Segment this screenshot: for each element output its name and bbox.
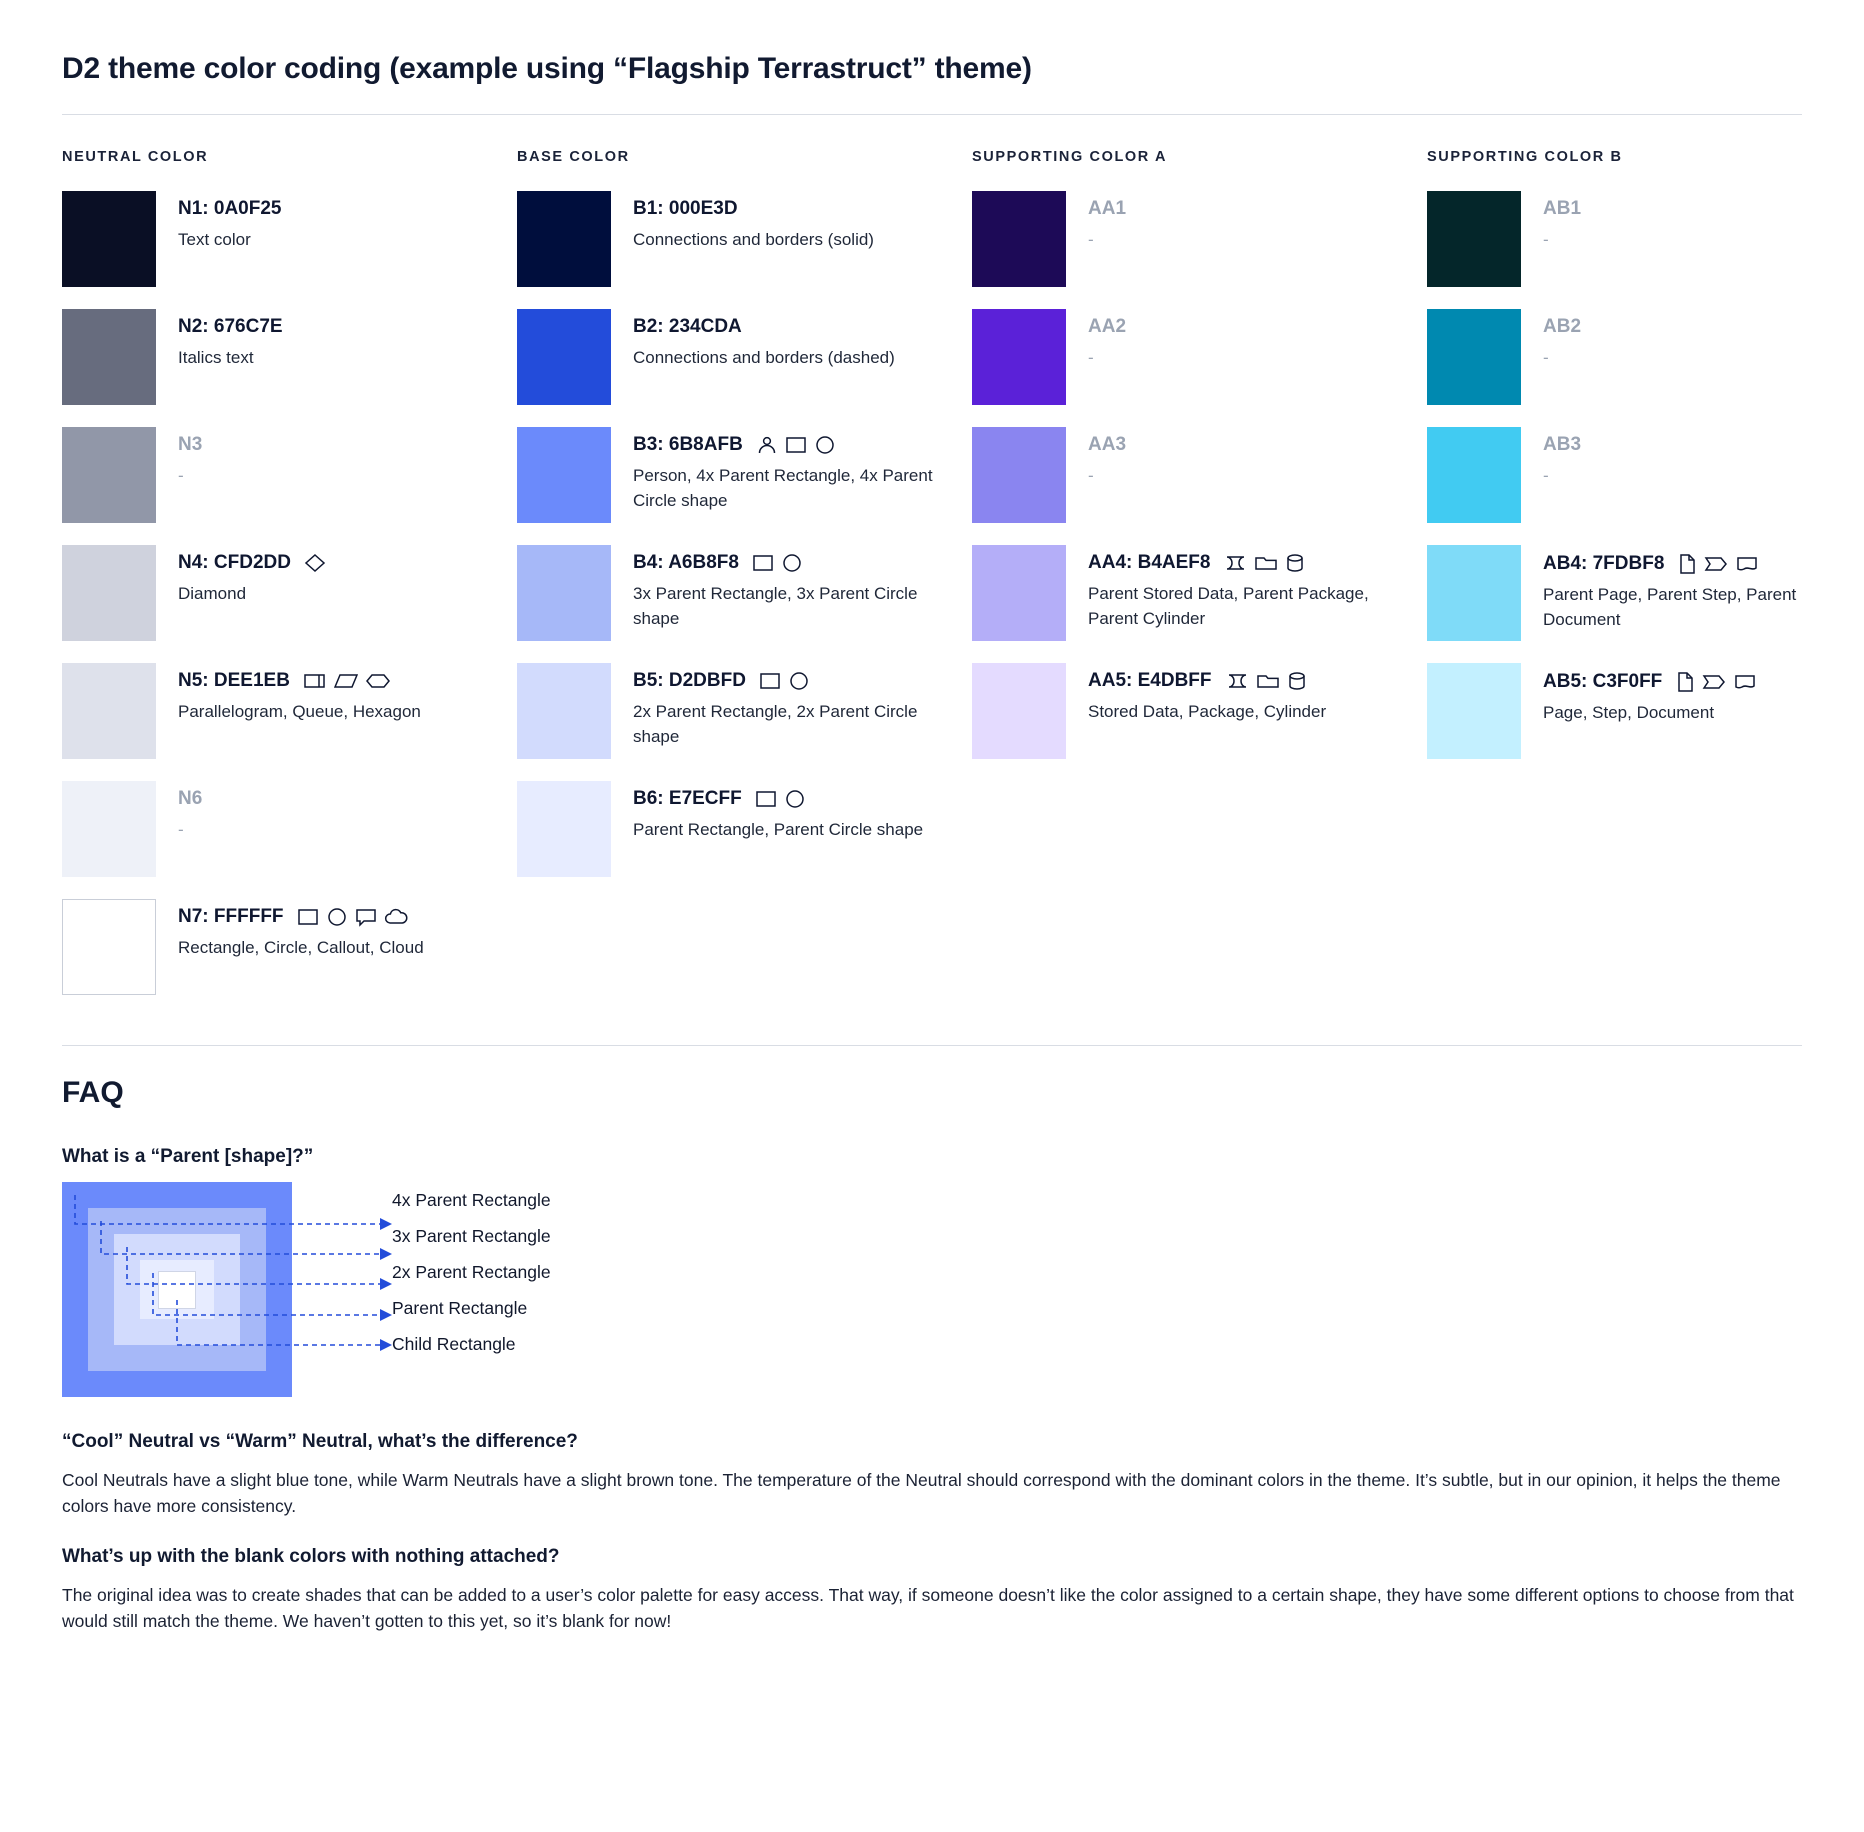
queue-icon bbox=[303, 671, 327, 691]
color-entry bbox=[517, 781, 972, 877]
shape-icon-group bbox=[1225, 671, 1307, 691]
color-column-heading: NEUTRAL COLOR bbox=[62, 149, 209, 165]
color-code-text: B5: D2DBFD bbox=[633, 670, 746, 691]
color-entry-body bbox=[1088, 663, 1326, 725]
color-entry-description: Connections and borders (dashed) bbox=[633, 347, 895, 367]
color-code-text: N1: 0A0F25 bbox=[178, 198, 282, 219]
color-entry bbox=[1427, 427, 1864, 523]
color-entry-description: - bbox=[1543, 465, 1549, 485]
hexagon-icon bbox=[365, 671, 391, 691]
color-entry-description: Connections and borders (solid) bbox=[633, 229, 874, 249]
color-code-text: B3: 6B8AFB bbox=[633, 434, 743, 455]
circle-icon bbox=[788, 671, 810, 691]
color-entry-label bbox=[1543, 435, 1581, 456]
color-swatch bbox=[62, 427, 156, 523]
color-entry bbox=[62, 899, 517, 995]
color-entry-description: Parent Page, Parent Step, Parent Document bbox=[1543, 585, 1797, 629]
color-column-heading: SUPPORTING COLOR B bbox=[1427, 149, 1623, 165]
color-entry-body bbox=[178, 309, 283, 371]
color-swatch bbox=[62, 545, 156, 641]
color-entry-body bbox=[633, 663, 933, 749]
color-entry-description: Parent Rectangle, Parent Circle shape bbox=[633, 819, 924, 839]
color-entry-description: Rectangle, Circle, Callout, Cloud bbox=[178, 937, 424, 957]
color-code-text: N6 bbox=[178, 788, 203, 809]
color-entry-description: - bbox=[1543, 347, 1549, 367]
color-code-text: AB2 bbox=[1543, 316, 1582, 337]
color-entry-description: 2x Parent Rectangle, 2x Parent Circle shape bbox=[633, 701, 918, 746]
color-entry-label bbox=[633, 789, 923, 810]
circle-icon bbox=[326, 907, 348, 927]
faq-answer-2: Cool Neutrals have a slight blue tone, while Warm Neutrals have a slight brown tone. The temperature of the Neutral should correspond with the dominant colors in the theme. It’s subtle, but in our opinion, it helps the theme colors have more consistency. bbox=[62, 1470, 1781, 1517]
step-icon bbox=[1704, 554, 1728, 574]
color-entry-label bbox=[1543, 671, 1757, 693]
color-entry-description: - bbox=[1088, 229, 1094, 249]
color-entry-label bbox=[1543, 553, 1843, 575]
color-entry-description: Diamond bbox=[178, 583, 247, 603]
color-entry-description: - bbox=[1088, 465, 1094, 485]
shape-icon-group bbox=[756, 435, 836, 455]
color-entry-body bbox=[633, 545, 933, 631]
color-swatch bbox=[517, 309, 611, 405]
color-column bbox=[517, 149, 972, 1017]
rectangle-icon bbox=[759, 671, 781, 691]
color-entry-body bbox=[633, 427, 933, 513]
color-entry bbox=[972, 427, 1427, 523]
color-entry-body bbox=[178, 781, 202, 843]
nest-label: Child Rectangle bbox=[392, 1334, 516, 1354]
nest-label-list bbox=[392, 1182, 692, 1362]
cylinder-icon bbox=[1285, 553, 1305, 573]
color-entry-label bbox=[1088, 671, 1326, 692]
shape-icon-group bbox=[303, 671, 391, 691]
color-code-text: N2: 676C7E bbox=[178, 316, 283, 337]
color-entry-description: Person, 4x Parent Rectangle, 4x Parent Circle shape bbox=[633, 465, 933, 510]
color-code-text: N3 bbox=[178, 434, 203, 455]
color-code-text: AA1 bbox=[1088, 198, 1127, 219]
circle-icon bbox=[784, 789, 806, 809]
callout-icon bbox=[355, 907, 377, 927]
circle-icon bbox=[814, 435, 836, 455]
stored-data-icon bbox=[1225, 671, 1249, 691]
color-entry-body bbox=[633, 309, 895, 371]
color-swatch bbox=[1427, 309, 1521, 405]
color-entry bbox=[62, 545, 517, 641]
rectangle-icon bbox=[297, 907, 319, 927]
shape-icon-group bbox=[1223, 553, 1305, 573]
color-entry bbox=[517, 427, 972, 523]
nest-label: 4x Parent Rectangle bbox=[392, 1190, 551, 1210]
color-code-text: N4: CFD2DD bbox=[178, 552, 291, 573]
color-entry-label bbox=[1088, 199, 1126, 220]
color-code-text: B6: E7ECFF bbox=[633, 788, 742, 809]
color-entry-label bbox=[178, 435, 202, 456]
color-entry-body bbox=[633, 781, 923, 843]
color-code-text: AB4: 7FDBF8 bbox=[1543, 552, 1665, 574]
color-swatch bbox=[62, 899, 156, 995]
color-entry-body bbox=[178, 899, 424, 961]
color-columns bbox=[62, 149, 1802, 1017]
page-icon bbox=[1675, 671, 1695, 693]
document-icon bbox=[1735, 554, 1759, 574]
page-icon bbox=[1677, 553, 1697, 575]
color-entry bbox=[62, 191, 517, 287]
color-swatch bbox=[62, 309, 156, 405]
color-code-text: N5: DEE1EB bbox=[178, 670, 290, 691]
color-column bbox=[972, 149, 1427, 1017]
circle-icon bbox=[781, 553, 803, 573]
shape-icon-group bbox=[755, 789, 806, 809]
shape-icon-group bbox=[1677, 553, 1759, 575]
color-entry-body bbox=[178, 191, 282, 253]
color-swatch bbox=[517, 191, 611, 287]
color-entry bbox=[62, 781, 517, 877]
color-entry-label bbox=[633, 671, 933, 692]
color-entry-body bbox=[1088, 191, 1126, 253]
color-entry-description: - bbox=[178, 819, 184, 839]
faq-divider bbox=[62, 1045, 1802, 1046]
color-entry-body bbox=[1088, 309, 1126, 371]
color-swatch bbox=[517, 663, 611, 759]
nest-label: Parent Rectangle bbox=[392, 1298, 528, 1318]
color-entry bbox=[1427, 191, 1864, 287]
parent-shape-diagram bbox=[62, 1182, 702, 1397]
color-entry-body bbox=[1543, 191, 1581, 253]
package-icon bbox=[1254, 553, 1278, 573]
color-swatch bbox=[517, 545, 611, 641]
shape-icon-group bbox=[1675, 671, 1757, 693]
color-entry-description: - bbox=[1543, 229, 1549, 249]
shape-icon-group bbox=[297, 907, 410, 927]
faq-question-3: What’s up with the blank colors with nothing attached? bbox=[62, 1545, 560, 1567]
rectangle-icon bbox=[752, 553, 774, 573]
faq-answer-3: The original idea was to create shades that can be added to a user’s color palette for easy access. That way, if someone doesn’t like the color assigned to a certain shape, they have some different options to choose from that would still match the theme. We haven’t gotten to this yet, so it’s blank for now! bbox=[62, 1584, 1794, 1631]
color-column-heading: BASE COLOR bbox=[517, 149, 630, 165]
color-swatch bbox=[1427, 427, 1521, 523]
nest-label: 2x Parent Rectangle bbox=[392, 1262, 551, 1282]
color-entry-body bbox=[1543, 309, 1581, 371]
color-entry bbox=[517, 663, 972, 759]
rectangle-icon bbox=[755, 789, 777, 809]
faq-question-2: “Cool” Neutral vs “Warm” Neutral, what’s the difference? bbox=[62, 1431, 578, 1452]
color-swatch bbox=[62, 663, 156, 759]
page-title: D2 theme color coding (example using “Flagship Terrastruct” theme) bbox=[62, 52, 1032, 85]
color-entry bbox=[972, 191, 1427, 287]
color-entry-label bbox=[178, 789, 202, 810]
color-code-text: AA3 bbox=[1088, 434, 1127, 455]
color-entry-label bbox=[633, 553, 933, 574]
color-code-text: AB1 bbox=[1543, 198, 1582, 219]
color-swatch bbox=[972, 191, 1066, 287]
cylinder-icon bbox=[1287, 671, 1307, 691]
color-code-text: B2: 234CDA bbox=[633, 316, 742, 337]
color-entry-description: Page, Step, Document bbox=[1543, 703, 1715, 722]
color-entry-description: Stored Data, Package, Cylinder bbox=[1088, 701, 1327, 721]
color-swatch bbox=[1427, 191, 1521, 287]
color-entry bbox=[972, 663, 1427, 759]
shape-icon-group bbox=[752, 553, 803, 573]
stored-data-icon bbox=[1223, 553, 1247, 573]
color-swatch bbox=[972, 663, 1066, 759]
shape-icon-group bbox=[759, 671, 810, 691]
color-column bbox=[1427, 149, 1864, 1017]
color-entry bbox=[972, 309, 1427, 405]
shape-icon-group bbox=[304, 553, 326, 573]
parallelogram-icon bbox=[334, 671, 358, 691]
color-code-text: AB5: C3F0FF bbox=[1543, 670, 1663, 692]
color-code-text: AA5: E4DBFF bbox=[1088, 670, 1212, 691]
color-entry-body bbox=[178, 427, 202, 489]
color-entry bbox=[972, 545, 1427, 641]
color-entry-body bbox=[178, 545, 326, 607]
color-code-text: N7: FFFFFF bbox=[178, 906, 284, 927]
color-entry-label bbox=[633, 435, 933, 456]
document-icon bbox=[1733, 672, 1757, 692]
color-entry-label bbox=[178, 317, 283, 338]
color-entry-body bbox=[1088, 427, 1126, 489]
color-entry-label bbox=[178, 671, 421, 692]
color-entry-label bbox=[1088, 435, 1126, 456]
color-entry-label bbox=[633, 317, 895, 338]
color-entry-body bbox=[178, 663, 421, 725]
nest-label: 3x Parent Rectangle bbox=[392, 1226, 551, 1246]
color-entry-description: - bbox=[1088, 347, 1094, 367]
color-entry bbox=[1427, 545, 1864, 641]
color-swatch bbox=[972, 545, 1066, 641]
color-entry-description: Italics text bbox=[178, 347, 254, 367]
color-entry-body bbox=[1088, 545, 1388, 631]
faq-question-1: What is a “Parent [shape]?” bbox=[62, 1146, 314, 1167]
color-entry bbox=[62, 663, 517, 759]
color-code-text: AA4: B4AEF8 bbox=[1088, 552, 1211, 573]
color-entry bbox=[517, 309, 972, 405]
color-entry bbox=[1427, 309, 1864, 405]
color-entry-label bbox=[178, 199, 282, 220]
color-entry-description: Parent Stored Data, Parent Package, Parent Cylinder bbox=[1088, 583, 1369, 628]
color-code-text: B1: 000E3D bbox=[633, 198, 738, 219]
color-swatch bbox=[517, 781, 611, 877]
color-swatch bbox=[62, 781, 156, 877]
person-icon bbox=[756, 435, 778, 455]
color-code-text: AB3 bbox=[1543, 434, 1582, 455]
title-divider bbox=[62, 114, 1802, 115]
color-entry-body bbox=[633, 191, 874, 253]
color-swatch bbox=[972, 309, 1066, 405]
faq-heading: FAQ bbox=[62, 1076, 124, 1109]
color-entry bbox=[517, 545, 972, 641]
color-entry-body bbox=[1543, 663, 1757, 726]
color-swatch bbox=[1427, 663, 1521, 759]
diamond-icon bbox=[304, 553, 326, 573]
color-entry-label bbox=[1543, 317, 1581, 338]
color-entry-label bbox=[1088, 553, 1388, 574]
rectangle-icon bbox=[785, 435, 807, 455]
color-entry-description: - bbox=[178, 465, 184, 485]
color-entry-label bbox=[178, 907, 424, 928]
color-column-heading: SUPPORTING COLOR A bbox=[972, 149, 1168, 165]
color-entry-description: 3x Parent Rectangle, 3x Parent Circle shape bbox=[633, 583, 918, 628]
color-swatch bbox=[517, 427, 611, 523]
color-entry-description: Parallelogram, Queue, Hexagon bbox=[178, 701, 421, 721]
color-code-text: AA2 bbox=[1088, 316, 1127, 337]
color-column bbox=[62, 149, 517, 1017]
color-entry bbox=[517, 191, 972, 287]
color-swatch bbox=[1427, 545, 1521, 641]
color-entry bbox=[62, 427, 517, 523]
color-swatch bbox=[62, 191, 156, 287]
nest-connector-lines bbox=[62, 1182, 402, 1397]
package-icon bbox=[1256, 671, 1280, 691]
color-entry-label bbox=[633, 199, 874, 220]
color-entry-label bbox=[1543, 199, 1581, 220]
color-entry-description: Text color bbox=[178, 229, 251, 249]
color-code-text: B4: A6B8F8 bbox=[633, 552, 739, 573]
color-entry-body bbox=[1543, 427, 1581, 489]
color-entry bbox=[1427, 663, 1864, 759]
color-entry-body bbox=[1543, 545, 1843, 632]
color-entry bbox=[62, 309, 517, 405]
color-swatch bbox=[972, 427, 1066, 523]
color-entry-label bbox=[178, 553, 326, 574]
cloud-icon bbox=[384, 907, 410, 927]
color-entry-label bbox=[1088, 317, 1126, 338]
step-icon bbox=[1702, 672, 1726, 692]
